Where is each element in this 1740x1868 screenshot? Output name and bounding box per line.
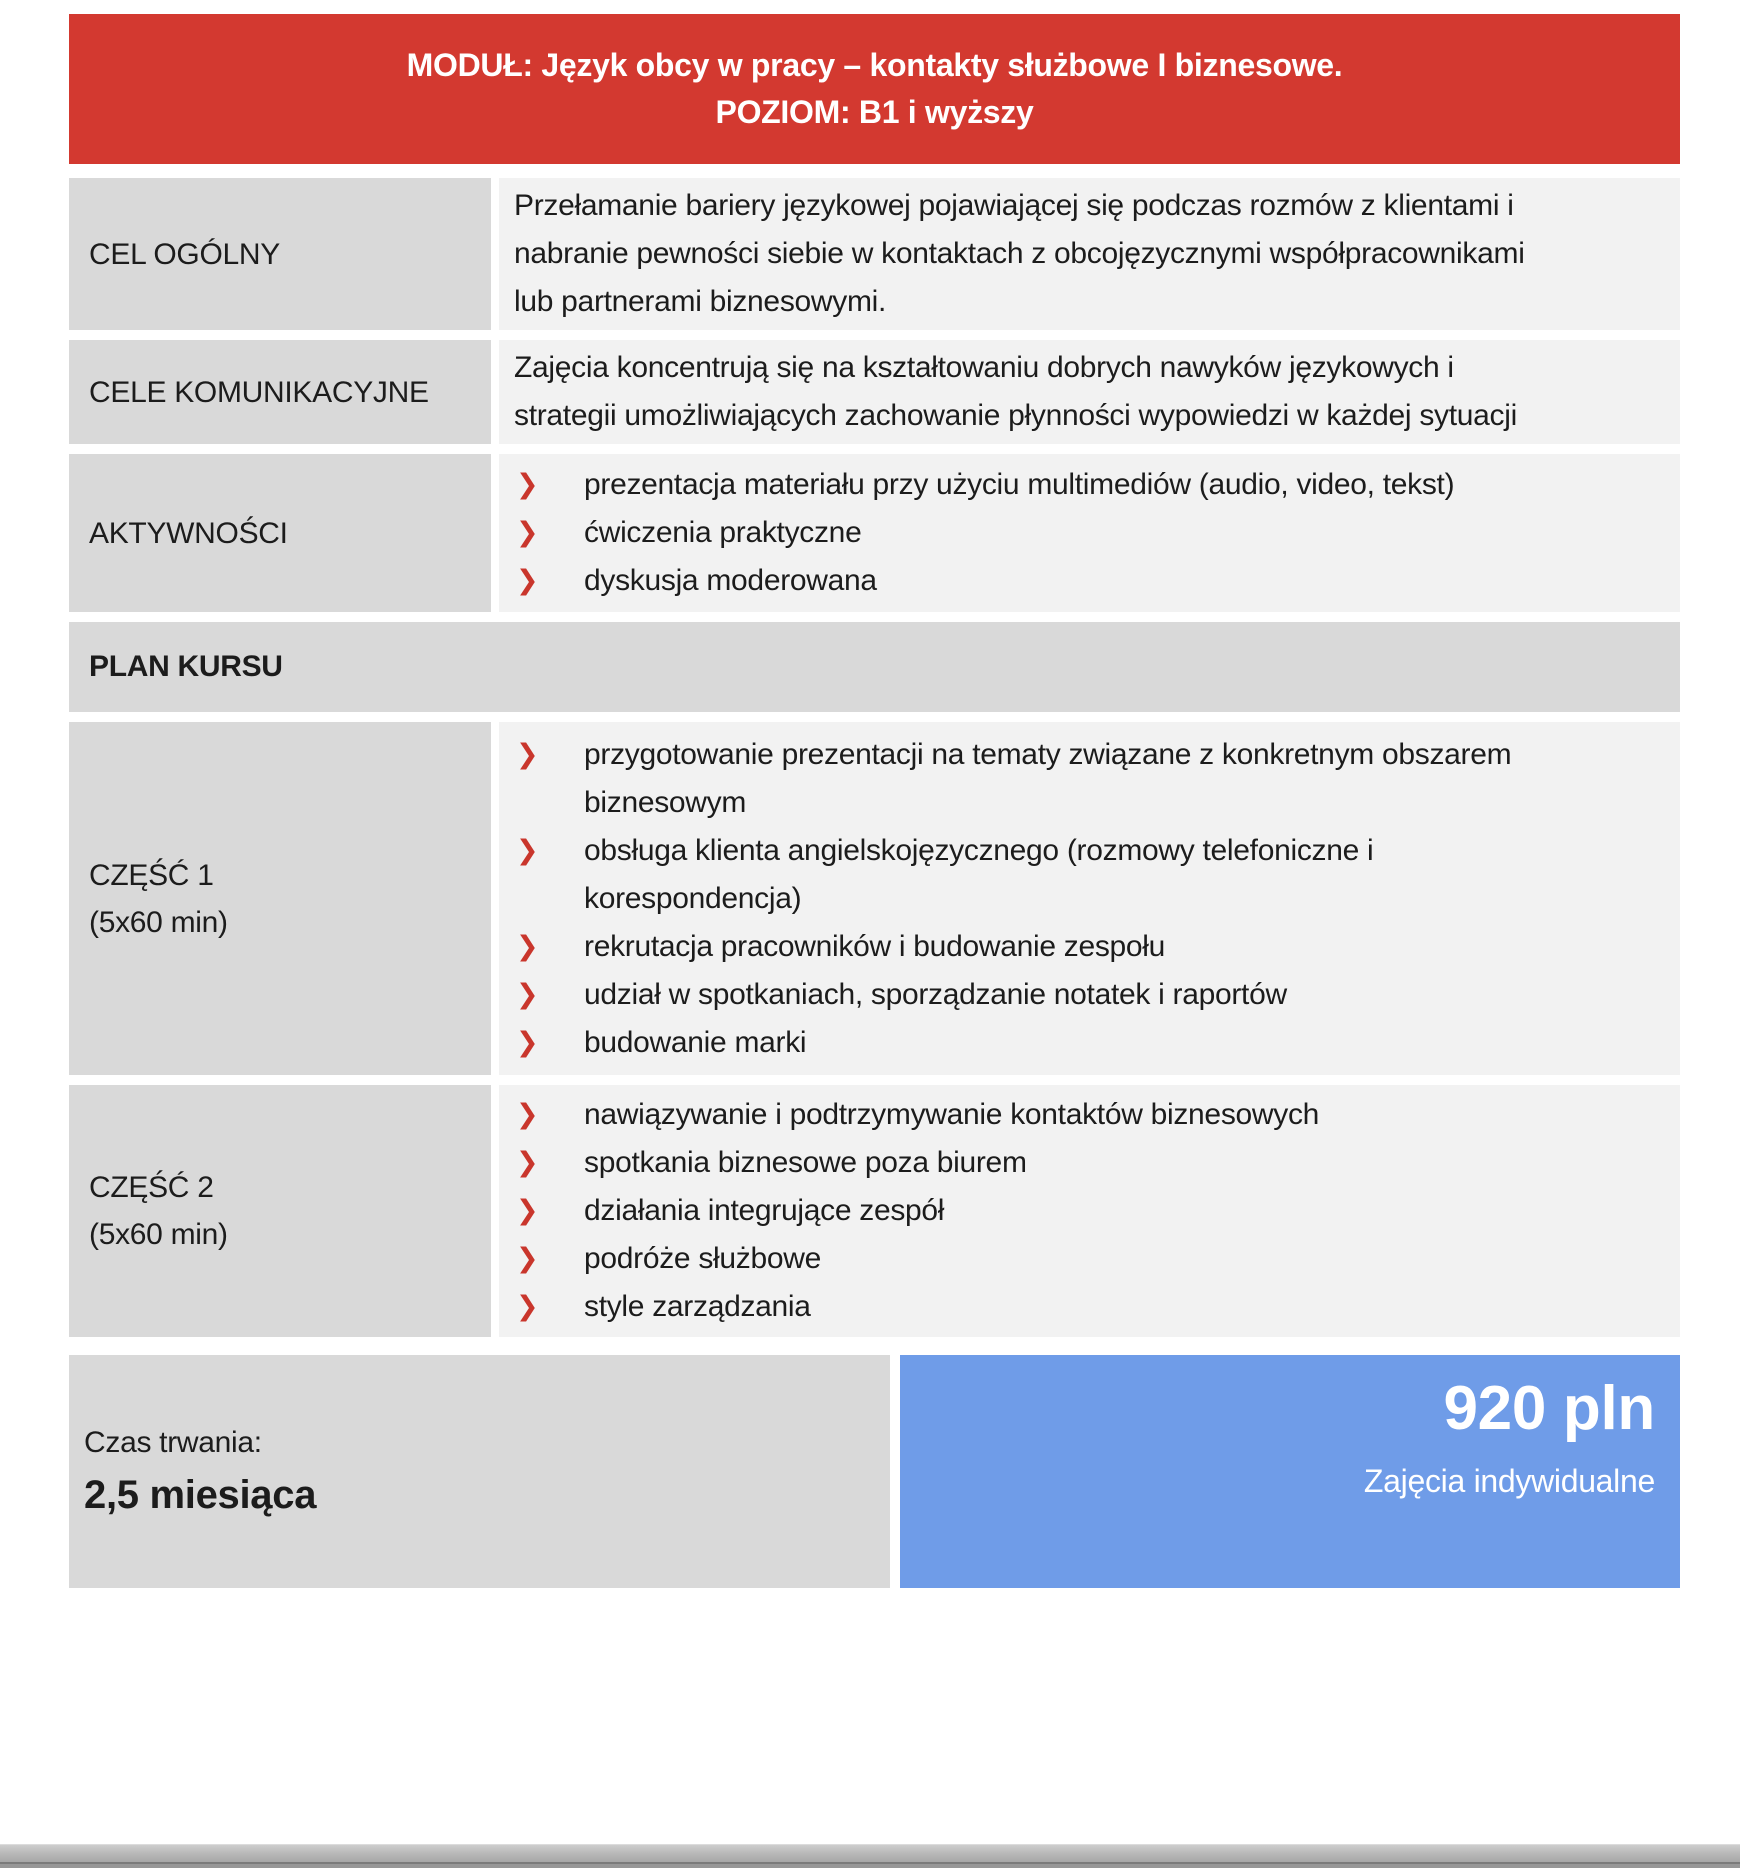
row-content-aktywnosci — [499, 454, 1680, 612]
list-item — [514, 1235, 1662, 1283]
row-cel-ogolny — [69, 178, 1680, 330]
row-czesc-1 — [69, 722, 1680, 1075]
bullet-text: biznesowym — [584, 785, 747, 819]
list-item — [514, 461, 1662, 509]
row-content-cele-komunikacyjne — [499, 340, 1680, 444]
bullet-text: działania integrujące zespół — [584, 1194, 945, 1227]
bullet-text: budowanie marki — [584, 1025, 807, 1059]
list-item — [514, 1091, 1662, 1139]
list-item — [514, 923, 1662, 971]
bullet-text: przygotowanie prezentacji na tematy związane z konkretnym obszarem — [584, 737, 1512, 771]
module-header-banner — [69, 14, 1680, 164]
duration-value: 2,5 miesiąca — [84, 1472, 317, 1517]
row-content-cel-ogolny — [499, 178, 1680, 330]
row-label-aktywnosci: AKTYWNOŚCI — [69, 454, 491, 612]
module-title: MODUŁ: Język obcy w pracy – kontakty służbowe I biznesowe. — [406, 47, 1343, 83]
text-line: lub partnerami biznesowymi. — [514, 285, 887, 318]
part-1-topics-list — [514, 731, 1662, 1067]
price-note: Zajęcia indywidualne — [1363, 1463, 1655, 1499]
horizontal-scrollbar[interactable] — [0, 1844, 1740, 1868]
chevron-right-icon: ❯ — [516, 565, 539, 596]
price-box — [900, 1355, 1680, 1588]
row-label-czesc-1 — [69, 722, 491, 1075]
chevron-right-icon: ❯ — [516, 1195, 539, 1226]
part-title: CZĘŚĆ 1 — [89, 858, 214, 892]
section-plan-kursu: PLAN KURSU — [69, 622, 1680, 712]
course-table — [69, 14, 1680, 1588]
price-value: 920 pln — [1443, 1374, 1655, 1443]
bullet-text: podróże służbowe — [584, 1242, 822, 1275]
bullet-text: dyskusja moderowana — [584, 564, 877, 597]
chevron-right-icon: ❯ — [516, 834, 539, 866]
level-title: POZIOM: B1 i wyższy — [715, 94, 1034, 130]
chevron-right-icon: ❯ — [516, 1099, 539, 1130]
row-czesc-2 — [69, 1085, 1680, 1337]
bullet-text: prezentacja materiału przy użyciu multimediów (audio, video, tekst) — [584, 468, 1455, 501]
row-cele-komunikacyjne — [69, 340, 1680, 444]
bullet-text: korespondencja) — [584, 881, 802, 915]
bullet-text: spotkania biznesowe poza biurem — [584, 1146, 1027, 1179]
window-edge — [0, 1864, 1740, 1868]
chevron-right-icon: ❯ — [516, 1291, 539, 1322]
bullet-text: obsługa klienta angielskojęzycznego (rozmowy telefoniczne i — [584, 833, 1374, 867]
chevron-right-icon: ❯ — [516, 738, 539, 770]
footer — [69, 1355, 1680, 1588]
activities-list — [514, 461, 1662, 605]
list-item — [514, 557, 1662, 605]
part-2-topics-list — [514, 1091, 1662, 1331]
row-label-czesc-2 — [69, 1085, 491, 1337]
part-duration: (5x60 min) — [89, 1218, 228, 1251]
text-line: Zajęcia koncentrują się na kształtowaniu dobrych nawyków językowych i — [514, 351, 1454, 384]
chevron-right-icon: ❯ — [516, 930, 539, 962]
list-item — [514, 1019, 1662, 1067]
bullet-text: ćwiczenia praktyczne — [584, 516, 862, 549]
chevron-right-icon: ❯ — [516, 1147, 539, 1178]
list-item — [514, 731, 1662, 827]
text-line: nabranie pewności siebie w kontaktach z obcojęzycznymi współpracownikami — [514, 237, 1525, 270]
scrollbar-thumb[interactable] — [0, 1844, 1740, 1862]
chevron-right-icon: ❯ — [516, 1243, 539, 1274]
part-title: CZĘŚĆ 2 — [89, 1171, 214, 1204]
part-duration: (5x60 min) — [89, 905, 228, 939]
chevron-right-icon: ❯ — [516, 1026, 539, 1058]
bullet-text: udział w spotkaniach, sporządzanie notatek i raportów — [584, 977, 1287, 1011]
list-item — [514, 1283, 1662, 1331]
duration-label: Czas trwania: — [84, 1425, 262, 1459]
list-item — [514, 509, 1662, 557]
chevron-right-icon: ❯ — [516, 978, 539, 1010]
row-content-czesc-1 — [499, 722, 1680, 1075]
row-label-cele-komunikacyjne: CELE KOMUNIKACYJNE — [69, 340, 491, 444]
text-line: Przełamanie bariery językowej pojawiającej się podczas rozmów z klientami i — [514, 189, 1514, 222]
chevron-right-icon: ❯ — [516, 469, 539, 500]
chevron-right-icon: ❯ — [516, 517, 539, 548]
list-item — [514, 1139, 1662, 1187]
list-item — [514, 827, 1662, 923]
text-line: strategii umożliwiających zachowanie płynności wypowiedzi w każdej sytuacji — [514, 399, 1517, 432]
row-label-cel-ogolny: CEL OGÓLNY — [69, 178, 491, 330]
list-item — [514, 971, 1662, 1019]
row-content-czesc-2 — [499, 1085, 1680, 1337]
duration-box — [69, 1355, 890, 1588]
bullet-text: style zarządzania — [584, 1290, 811, 1323]
row-aktywnosci — [69, 454, 1680, 612]
list-item — [514, 1187, 1662, 1235]
bullet-text: nawiązywanie i podtrzymywanie kontaktów biznesowych — [584, 1098, 1320, 1131]
bullet-text: rekrutacja pracowników i budowanie zespołu — [584, 929, 1166, 963]
